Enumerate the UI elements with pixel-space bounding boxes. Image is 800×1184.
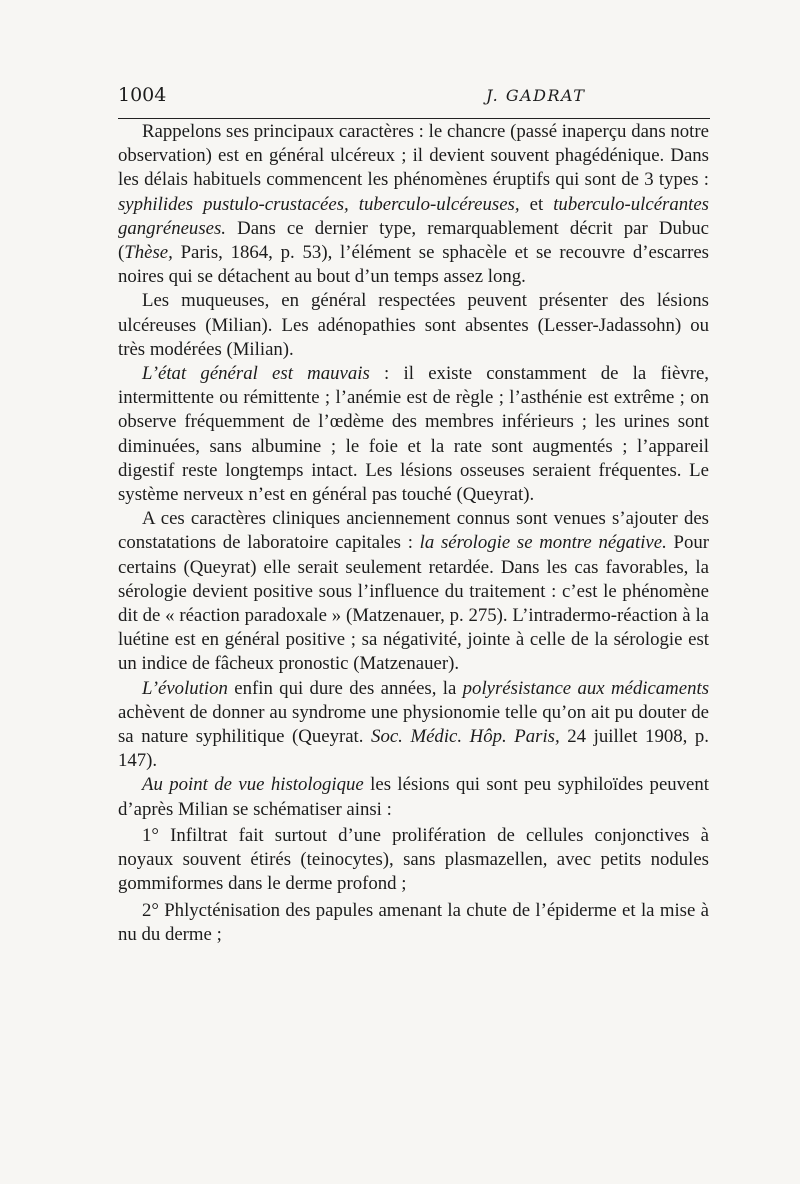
list-item-1: 1° Infiltrat fait surtout d’une prolifération de cellules conjonctives à noyaux souvent étirés (teinocytes), sans plasmazellen, avec petits nodules gommiformes dans le derme profond ; <box>118 824 709 895</box>
paragraph-3: L’état général est mauvais : il existe constamment de la fièvre, intermittente ou rémittente ; l’anémie est de règle ; l’asthénie est extrême ; on observe fréquemment de l’œdème des membres inférieurs ; les urines sont diminuées, sans albumine ; le foie et la rate sont augmentés ; l’appareil digestif reste longtemps intact. Les lésions osseuses seraient fréquentes. Le système nerveux n’est en général pas touché (Queyrat). <box>118 363 709 506</box>
header-rule <box>118 118 710 119</box>
paragraph-6: Au point de vue histologique les lésions qui sont peu syphiloïdes peuvent d’après Milian se schématiser ainsi : <box>118 774 710 820</box>
paragraph-2: Les muqueuses, en général respectées peuvent présenter des lésions ulcéreuses (Milian). Les adénopathies sont absentes (Lesser-Jadassohn) ou très modérées (Milian). <box>118 290 709 360</box>
page-header <box>118 84 710 108</box>
paragraph-4: A ces caractères cliniques anciennement connus sont venues s’ajouter des constatations de laboratoire capitales : la sérologie se montre négative. Pour certains (Queyrat) elle serait seulement retardée. Dans les cas favorables, la sérologie devient positive sous l’influence du traitement : c’est le phénomène dit de « réaction paradoxale » (Matzenauer, p. 275). L’intradermo-réaction à la luétine est en général positive ; sa négativité, jointe à celle de la sérologie est un indice de fâcheux pronostic (Matzenauer). <box>118 508 709 675</box>
running-head: J. GADRAT <box>486 86 586 105</box>
body-text <box>118 120 709 947</box>
paragraph-5: L’évolution enfin qui dure des années, la polyrésistance aux médicaments achèvent de donner au syndrome une physionomie telle qu’on ait pu douter de sa nature syphilitique (Queyrat. Soc. Médic. Hôp. Paris, 24 juillet 1908, p. 147). <box>118 677 709 772</box>
paragraph-1: Rappelons ses principaux caractères : le chancre (passé inaperçu dans notre observation) est en général ulcéreux ; il devient souvent phagédénique. Dans les délais habituels commencent les phénomènes éruptifs qui sont de 3 types : syphilides pustulo-crustacées, tuberculo-ulcéreuses, et tuberculo-ulcérantes gangréneuses. Dans ce dernier type, remarquablement décrit par Dubuc (Thèse, Paris, 1864, p. 53), l’élément se sphacèle et se recouvre d’escarres noires qui se détachent au bout d’un temps assez long. <box>118 121 709 288</box>
page-number: 1004 <box>118 84 167 106</box>
list-item-2: 2° Phlycténisation des papules amenant la chute de l’épiderme et la mise à nu du derme ; <box>118 899 709 945</box>
